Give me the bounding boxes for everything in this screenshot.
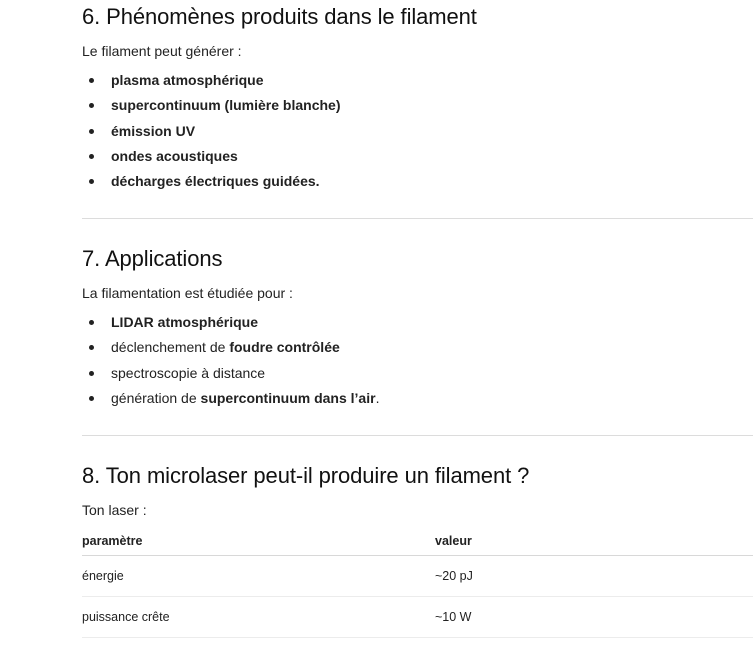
list-item: LIDAR atmosphérique [82,312,379,337]
list-item: décharges électriques guidées. [82,171,340,196]
section-7-list [82,312,379,413]
section-7-intro: La filamentation est étudiée pour : [82,285,293,301]
table-header-row [82,526,753,556]
table-cell: ~10 W [435,597,753,638]
section-6-list [82,70,340,196]
table-cell: ~20 pJ [435,556,753,597]
table-cell: puissance crête [82,597,435,638]
laser-parameters-table [82,526,753,638]
list-item: supercontinuum (lumière blanche) [82,95,340,120]
list-item: plasma atmosphérique [82,70,340,95]
section-divider [82,435,753,436]
table-row [82,597,753,638]
list-item: ondes acoustiques [82,146,340,171]
section-divider [82,218,753,219]
list-item: déclenchement de foudre contrôlée [82,337,379,362]
column-header-value: valeur [435,526,753,556]
list-item: génération de supercontinuum dans l’air. [82,388,379,413]
section-7-heading: 7. Applications [82,246,223,271]
table-cell: énergie [82,556,435,597]
table-row [82,556,753,597]
section-6-intro: Le filament peut générer : [82,43,242,59]
section-6-heading: 6. Phénomènes produits dans le filament [82,4,477,29]
column-header-parameter: paramètre [82,526,435,556]
list-item: spectroscopie à distance [82,363,379,388]
section-8-heading: 8. Ton microlaser peut-il produire un filament ? [82,463,530,488]
section-8-intro: Ton laser : [82,502,147,518]
list-item: émission UV [82,121,340,146]
